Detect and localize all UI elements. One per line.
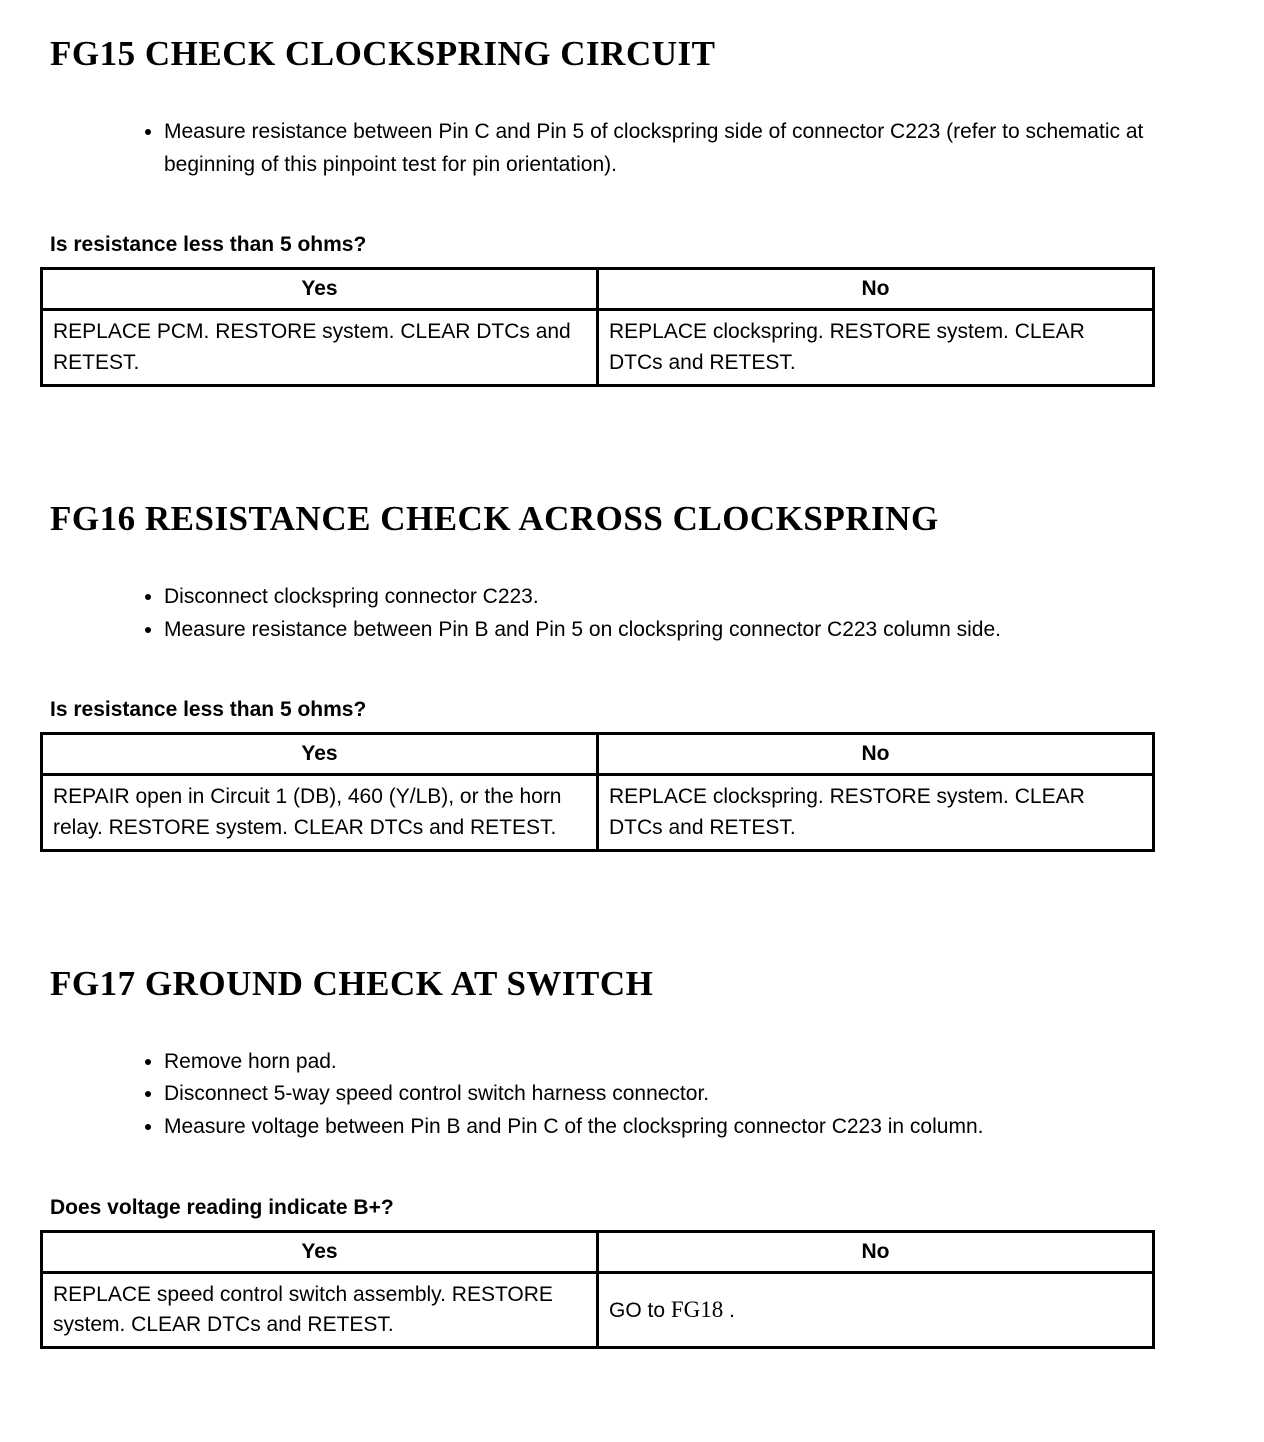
bullet-list-fg17 — [40, 1046, 1224, 1144]
no-action-cell — [598, 1272, 1154, 1348]
yes-column-header: Yes — [42, 1231, 598, 1272]
go-to-prefix: GO to — [609, 1299, 671, 1323]
no-action-cell: REPLACE clockspring. RESTORE system. CLEAR DTCs and RETEST. — [598, 310, 1154, 386]
fg18-reference-link[interactable]: FG18 — [670, 1297, 724, 1323]
decision-table-fg16 — [40, 732, 1155, 852]
bullet-item: • Disconnect clockspring connector C223. — [164, 581, 1224, 614]
yes-action-cell: REPLACE PCM. RESTORE system. CLEAR DTCs and RETEST. — [42, 310, 598, 386]
no-column-header: No — [598, 269, 1154, 310]
bullet-item: • Measure resistance between Pin C and Pin 5 of clockspring side of connector C223 (refer to schematic at beginning of this pinpoint test for pin orientation). — [164, 116, 1224, 181]
section-fg15 — [40, 34, 1224, 387]
bullet-item: • Measure resistance between Pin B and Pin 5 on clockspring connector C223 column side. — [164, 614, 1224, 647]
yes-column-header: Yes — [42, 734, 598, 775]
question-text-fg17: Does voltage reading indicate B+? — [50, 1195, 394, 1219]
yes-column-header: Yes — [42, 269, 598, 310]
bullet-list-fg15 — [40, 116, 1224, 181]
bullet-item: • Disconnect 5-way speed control switch harness connector. — [164, 1078, 1224, 1111]
go-to-suffix: . — [723, 1299, 735, 1323]
section-fg16 — [40, 499, 1224, 852]
section-fg17 — [40, 964, 1224, 1350]
no-column-header: No — [598, 1231, 1154, 1272]
yes-action-cell: REPLACE speed control switch assembly. RESTORE system. CLEAR DTCs and RETEST. — [42, 1272, 598, 1348]
question-text-fg16: Is resistance less than 5 ohms? — [50, 698, 367, 722]
decision-table-fg17 — [40, 1230, 1155, 1350]
no-column-header: No — [598, 734, 1154, 775]
bullet-item: • Measure voltage between Pin B and Pin C of the clockspring connector C223 in column. — [164, 1111, 1224, 1144]
bullet-list-fg16 — [40, 581, 1224, 646]
question-text-fg15: Is resistance less than 5 ohms? — [50, 233, 367, 257]
section-title-fg16: FG16 RESISTANCE CHECK ACROSS CLOCKSPRING — [50, 498, 939, 538]
no-action-cell: REPLACE clockspring. RESTORE system. CLEAR DTCs and RETEST. — [598, 775, 1154, 851]
bullet-item: • Remove horn pad. — [164, 1046, 1224, 1079]
decision-table-fg15 — [40, 267, 1155, 387]
section-title-fg17: FG17 GROUND CHECK AT SWITCH — [50, 963, 654, 1003]
yes-action-cell: REPAIR open in Circuit 1 (DB), 460 (Y/LB), or the horn relay. RESTORE system. CLEAR DTCs and RETEST. — [42, 775, 598, 851]
section-title-fg15: FG15 CHECK CLOCKSPRING CIRCUIT — [50, 34, 716, 73]
